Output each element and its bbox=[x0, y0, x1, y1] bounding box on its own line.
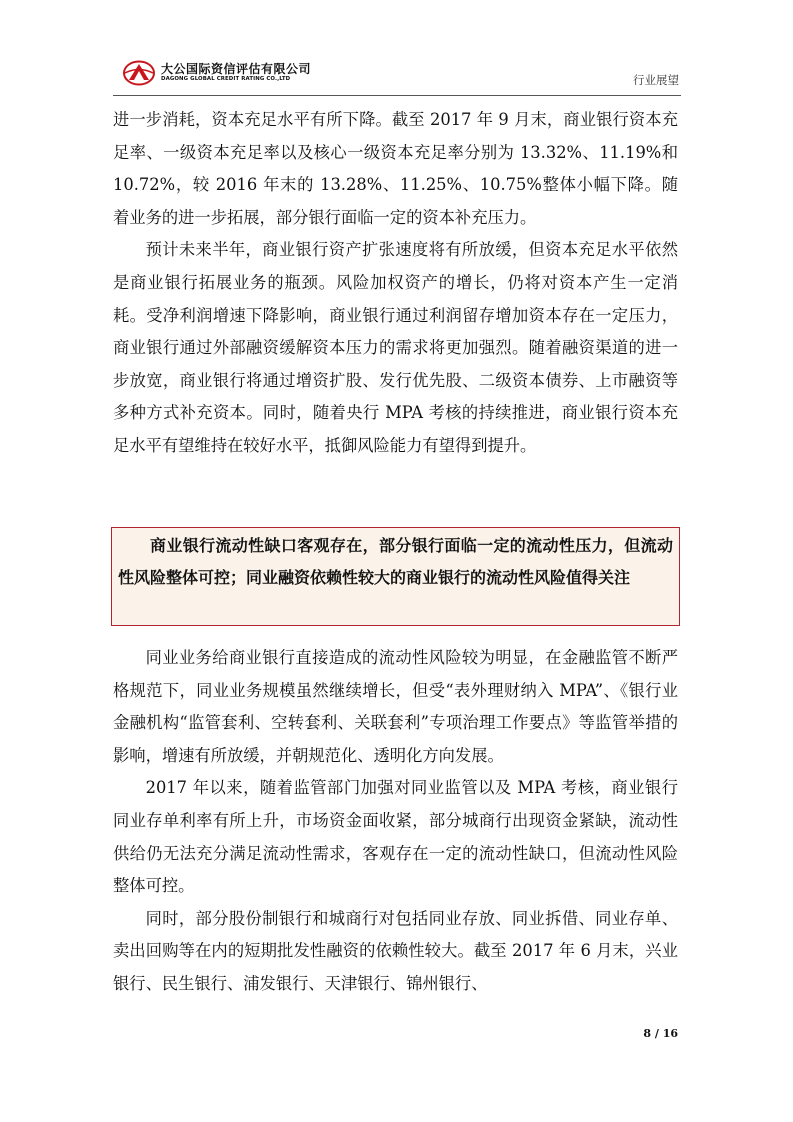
key-point-box bbox=[111, 527, 680, 626]
company-name-cn: 大公国际资信评估有限公司 bbox=[161, 62, 312, 76]
key-point-text: 商业银行流动性缺口客观存在，部分银行面临一定的流动性压力，但流动性风险整体可控；同业融资依赖性较大的商业银行的流动性风险值得关注 bbox=[118, 536, 673, 587]
paragraph-1: 进一步消耗，资本充足水平有所下降。截至 2017 年 9 月末，商业银行资本充足率、一级资本充足率以及核心一级资本充足率分别为 13.32%、11.19%和 10.72%，较 2016 年末的 13.28%、11.25%、10.75%整体小幅下降。随着业务的进一步拓展，部分银行面临一定的资本补充压力。 bbox=[113, 110, 678, 227]
body-text-top bbox=[113, 104, 678, 463]
page-number: 8 / 16 bbox=[643, 1027, 678, 1040]
section-label: 行业展望 bbox=[633, 73, 679, 87]
paragraph-3: 同业业务给商业银行直接造成的流动性风险较为明显，在金融监管不断严格规范下，同业业务规模虽然继续增长，但受“表外理财纳入 MPA”、《银行业金融机构“监管套利、空转套利、关联套利”专项治理工作要点》等监管举措的影响，增速有所放缓，并朝规范化、透明化方向发展。 bbox=[113, 648, 678, 765]
header-divider bbox=[113, 95, 681, 96]
company-name-en: DAGONG GLOBAL CREDIT RATING CO.,LTD bbox=[161, 76, 291, 82]
paragraph-2: 预计未来半年，商业银行资产扩张速度将有所放缓，但资本充足水平依然是商业银行拓展业务的瓶颈。风险加权资产的增长，仍将对资本产生一定消耗。受净利润增速下降影响，商业银行通过利润留存增加资本存在一定压力，商业银行通过外部融资缓解资本压力的需求将更加强烈。随着融资渠道的进一步放宽，商业银行将通过增资扩股、发行优先股、二级资本债券、上市融资等多种方式补充资本。同时，随着央行 MPA 考核的持续推进，商业银行资本充足水平有望维持在较好水平，抵御风险能力有望得到提升。 bbox=[113, 240, 678, 455]
dagong-logo-icon bbox=[123, 60, 155, 86]
paragraph-5: 同时，部分股份制银行和城商行对包括同业存放、同业拆借、同业存单、卖出回购等在内的短期批发性融资的依赖性较大。截至 2017 年 6 月末，兴业银行、民生银行、浦发银行、天津银行、锦州银行、 bbox=[113, 908, 678, 993]
page-header bbox=[113, 52, 681, 94]
body-text-bottom bbox=[113, 642, 678, 1001]
paragraph-4: 2017 年以来，随着监管部门加强对同业监管以及 MPA 考核，商业银行同业存单利率有所上升，市场资金面收紧，部分城商行出现资金紧缺，流动性供给仍无法充分满足流动性需求，客观存在一定的流动性缺口，但流动性风险整体可控。 bbox=[113, 778, 678, 896]
